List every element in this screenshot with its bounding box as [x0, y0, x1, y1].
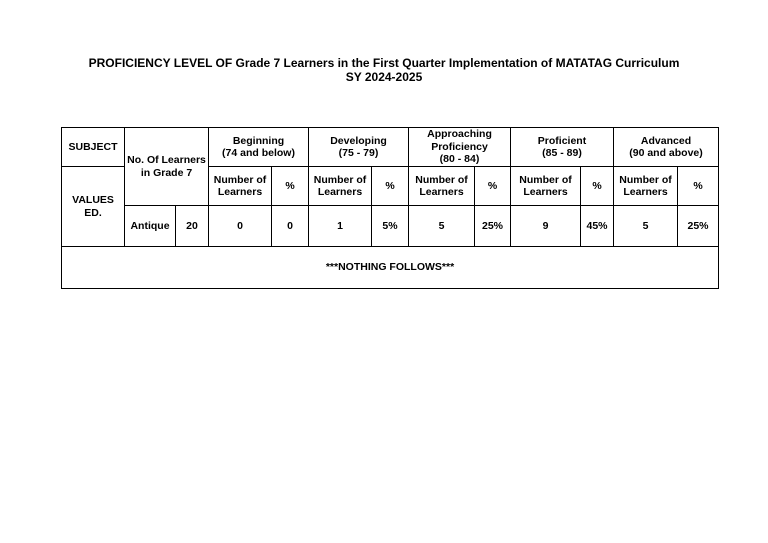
learners-count-header: No. Of Learners in Grade 7 — [125, 128, 209, 206]
advanced-count: 5 — [614, 206, 678, 247]
percent-header: % — [272, 167, 309, 206]
percent-header: % — [475, 167, 511, 206]
subject-header: SUBJECT — [62, 128, 125, 167]
footer-row — [62, 247, 719, 289]
document-title — [0, 56, 768, 84]
table-row — [62, 206, 719, 247]
level-range: (74 and below) — [222, 147, 295, 159]
number-of-learners-header: Number of Learners — [511, 167, 581, 206]
percent-header: % — [372, 167, 409, 206]
percent-header: % — [678, 167, 719, 206]
level-range: (85 - 89) — [542, 147, 582, 159]
beginning-count: 0 — [209, 206, 272, 247]
beginning-percent: 0 — [272, 206, 309, 247]
developing-percent: 5% — [372, 206, 409, 247]
level-header-developing — [309, 128, 409, 167]
advanced-percent: 25% — [678, 206, 719, 247]
number-of-learners-header: Number of Learners — [409, 167, 475, 206]
number-of-learners-header: Number of Learners — [209, 167, 272, 206]
level-name: Advanced — [640, 134, 692, 147]
level-range: (80 - 84) — [439, 153, 480, 166]
proficiency-table — [61, 127, 719, 289]
proficient-count: 9 — [511, 206, 581, 247]
percent-header: % — [581, 167, 614, 206]
level-range: (75 - 79) — [338, 147, 379, 159]
proficient-percent: 45% — [581, 206, 614, 247]
number-of-learners-header: Number of Learners — [614, 167, 678, 206]
level-name: Approaching Proficiency — [427, 128, 492, 153]
developing-count: 1 — [309, 206, 372, 247]
approaching-count: 5 — [409, 206, 475, 247]
level-header-beginning — [209, 128, 309, 167]
level-header-approaching — [409, 128, 511, 167]
school-name: Antique — [125, 206, 176, 247]
level-name: Proficient — [537, 134, 587, 147]
title-line-2: SY 2024-2025 — [345, 70, 423, 84]
level-range: (90 and above) — [629, 147, 703, 159]
subject-name: VALUES ED. — [62, 167, 125, 247]
total-learners: 20 — [176, 206, 209, 247]
number-of-learners-header: Number of Learners — [309, 167, 372, 206]
level-header-advanced — [614, 128, 719, 167]
approaching-percent: 25% — [475, 206, 511, 247]
level-header-proficient — [511, 128, 614, 167]
level-name: Developing — [330, 134, 387, 147]
title-line-1: PROFICIENCY LEVEL OF Grade 7 Learners in the First Quarter Implementation of MATATAG Curriculum — [88, 56, 680, 70]
nothing-follows-note: ***NOTHING FOLLOWS*** — [62, 247, 719, 289]
header-row-levels — [62, 128, 719, 167]
level-name: Beginning — [232, 134, 285, 147]
